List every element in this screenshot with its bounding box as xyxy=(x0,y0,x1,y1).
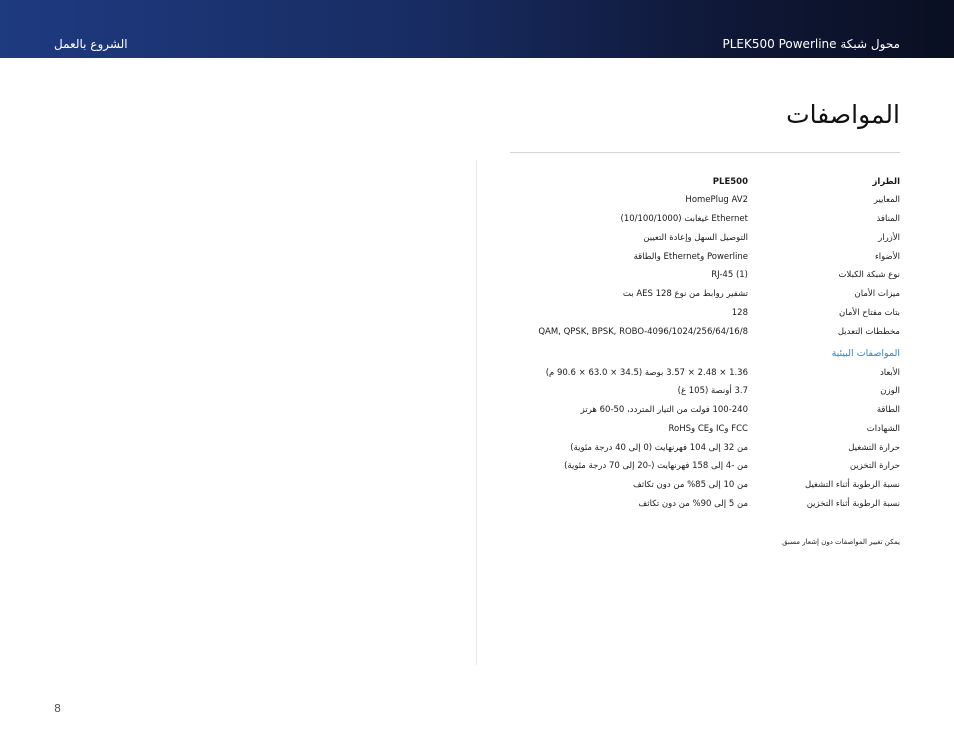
env-value: من 10 إلى 85% من دون تكاثف xyxy=(633,480,748,490)
env-label: حرارة التشغيل xyxy=(848,443,900,453)
title-divider xyxy=(510,152,900,153)
env-label: الشهادات xyxy=(866,424,900,434)
spec-value: PLE500 xyxy=(712,177,748,187)
spec-row xyxy=(510,252,900,271)
env-label: نسبة الرطوبة أثناء التشغيل xyxy=(805,480,900,490)
env-value: 3.7 أونصة (105 غ) xyxy=(677,386,748,396)
product-title: محول شبكة PLEK500 Powerline xyxy=(722,37,900,51)
page-number: 8 xyxy=(54,702,61,715)
page-title: المواصفات xyxy=(786,100,900,129)
header-bar xyxy=(0,0,954,58)
env-value: من -4 إلى 158 فهرنهايت (-20 إلى 70 درجة مئوية) xyxy=(564,461,748,471)
spec-label: مخططات التعديل xyxy=(837,327,900,337)
spec-value: Powerline وEthernet والطاقة xyxy=(633,252,748,262)
spec-row xyxy=(510,177,900,196)
footnote: يمكن تغيير المواصفات دون إشعار مسبق xyxy=(782,538,900,546)
env-label: نسبة الرطوبة أثناء التخزين xyxy=(806,499,900,509)
spec-value: تشفير روابط من نوع AES 128 بت xyxy=(622,289,748,299)
spec-label: الأزرار xyxy=(878,233,900,243)
spec-label: نوع شبكة الكبلات xyxy=(838,270,900,280)
spec-row xyxy=(510,233,900,252)
section-title: الشروع بالعمل xyxy=(54,37,128,51)
spec-row xyxy=(510,270,900,289)
env-row xyxy=(510,443,900,462)
spec-label: بتات مفتاح الأمان xyxy=(838,308,900,318)
env-label: حرارة التخزين xyxy=(849,461,900,471)
spec-row xyxy=(510,308,900,327)
spec-value: Ethernet غيغابت (10/100/1000) xyxy=(620,214,748,224)
env-label: الطاقة xyxy=(876,405,900,415)
env-row xyxy=(510,461,900,480)
env-row xyxy=(510,405,900,424)
spec-label: المعايير xyxy=(873,195,900,205)
spec-label: ميزات الأمان xyxy=(854,289,900,299)
spec-value: التوصيل السهل وإعادة التعيين xyxy=(643,233,748,243)
spec-value: HomePlug AV2 xyxy=(685,195,748,205)
spec-value: 4096/1024/256/64/16/8-QAM, QPSK, BPSK, ROBO xyxy=(538,327,748,337)
env-value: من 5 إلى 90% من دون تكاثف xyxy=(638,499,748,509)
spec-value: RJ-45 (1) xyxy=(711,270,748,280)
spec-row xyxy=(510,214,900,233)
spec-row xyxy=(510,327,900,346)
spec-value: 128 xyxy=(731,308,748,318)
env-row xyxy=(510,480,900,499)
env-row xyxy=(510,499,900,518)
env-label: الأبعاد xyxy=(879,368,900,378)
env-value: 100-240 فولت من التيار المتردد، 50-60 هرتز xyxy=(580,405,748,415)
env-value: من 32 إلى 104 فهرنهايت (0 إلى 40 درجة مئوية) xyxy=(570,443,748,453)
env-row xyxy=(510,386,900,405)
spec-row xyxy=(510,195,900,214)
env-value: FCC وIC وCE وRoHS xyxy=(668,424,748,434)
environmental-heading: المواصفات البيئية xyxy=(831,348,900,359)
env-row xyxy=(510,368,900,387)
env-label: الوزن xyxy=(880,386,900,396)
column-divider xyxy=(476,160,477,665)
env-value: 1.36 × 2.48 × 3.57 بوصة (34.5 × 63.0 × 90.6 م) xyxy=(545,368,748,378)
spec-label: الأضواء xyxy=(874,252,900,262)
env-row xyxy=(510,424,900,443)
spec-row xyxy=(510,289,900,308)
spec-label: المنافذ xyxy=(876,214,900,224)
spec-label: الطراز xyxy=(872,177,900,187)
